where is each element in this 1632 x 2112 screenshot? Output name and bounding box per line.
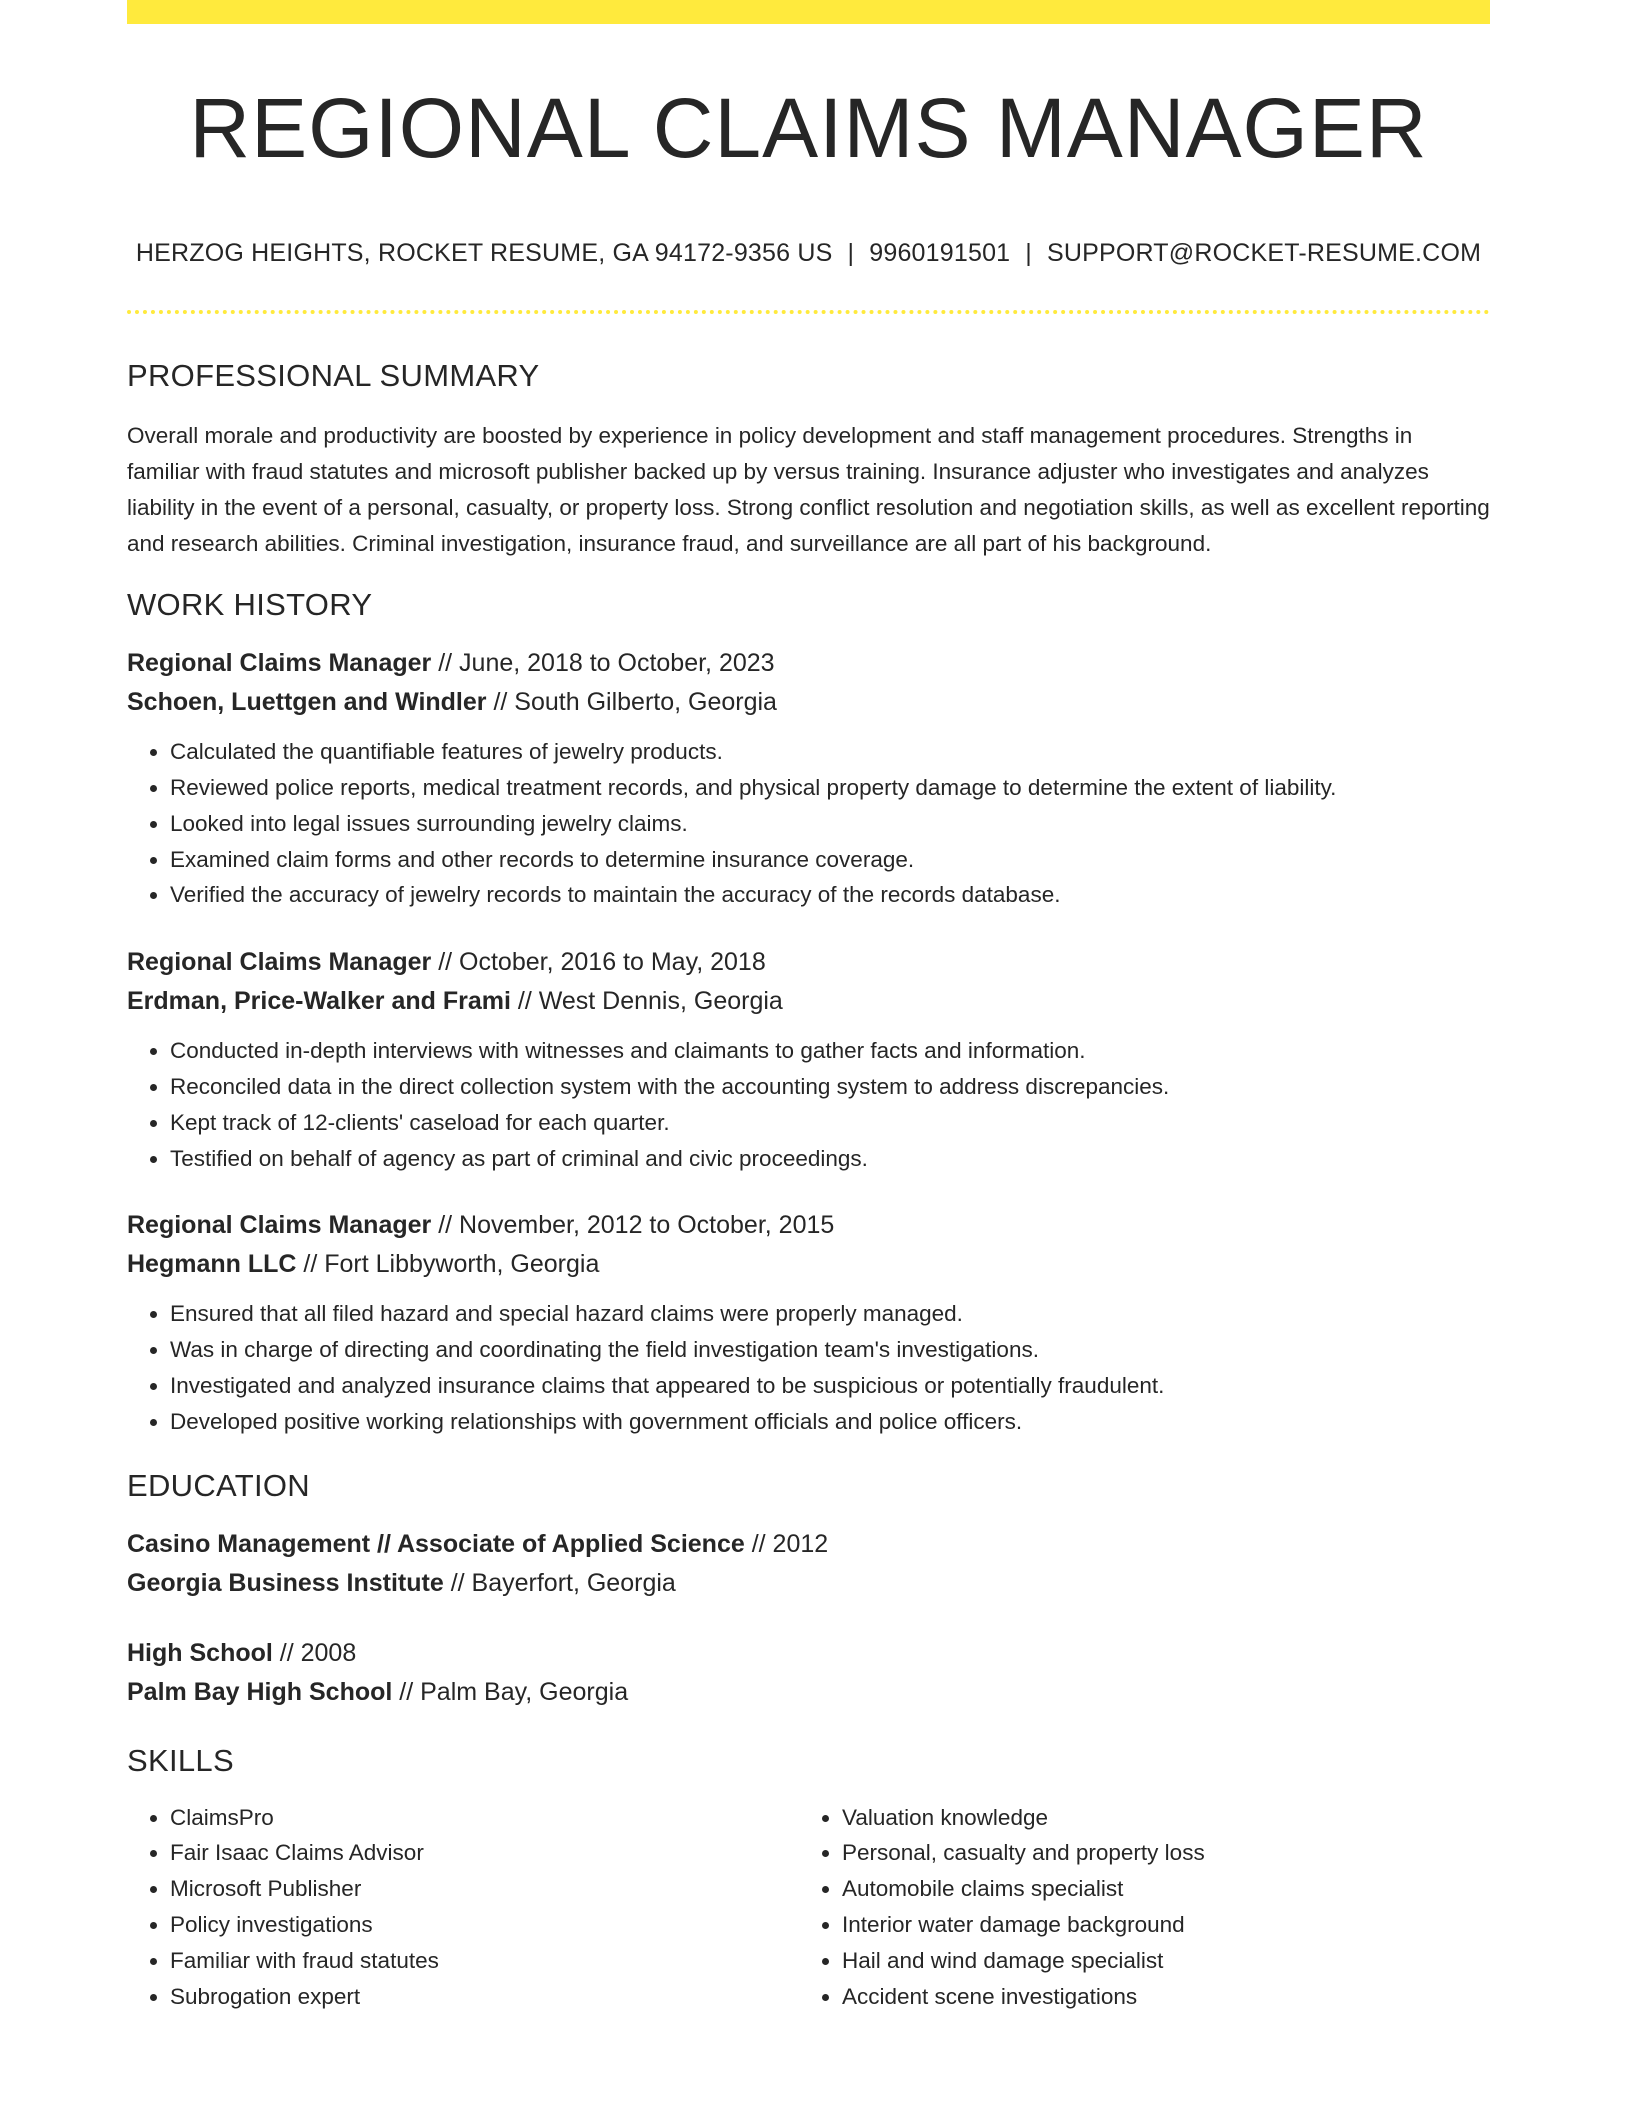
job-title-line <box>127 1206 1490 1245</box>
skill-item: • Personal, casualty and property loss <box>842 1835 1482 1871</box>
skill-item: • Valuation knowledge <box>842 1800 1482 1836</box>
contact-separator: | <box>1025 239 1032 268</box>
job-dates: // November, 2012 to October, 2015 <box>438 1211 835 1240</box>
education-degree: High School <box>127 1638 273 1667</box>
skills-right-column <box>799 1800 1482 2015</box>
education-school-line <box>127 1564 1490 1603</box>
education-degree: Casino Management // Associate of Applied Science <box>127 1529 745 1558</box>
resume-page <box>127 0 1490 2014</box>
contact-address: HERZOG HEIGHTS, ROCKET RESUME, GA 94172-9356 US <box>135 239 833 268</box>
job-company: Erdman, Price-Walker and Frami <box>127 987 511 1016</box>
job-bullet: • Testified on behalf of agency as part of criminal and civic proceedings. <box>170 1141 1490 1177</box>
skill-item: • Subrogation expert <box>170 1979 799 2015</box>
skills-heading: SKILLS <box>127 1742 234 1778</box>
skill-item: • Hail and wind damage specialist <box>842 1943 1482 1979</box>
skill-item: • Automobile claims specialist <box>842 1871 1482 1907</box>
job-bullet: • Examined claim forms and other records to determine insurance coverage. <box>170 842 1490 878</box>
job-title-line <box>127 943 1490 982</box>
skills-columns <box>127 1800 1490 2015</box>
education-entry <box>127 1634 1490 1712</box>
job-title: Regional Claims Manager <box>127 649 432 678</box>
job-bullet: • Investigated and analyzed insurance claims that appeared to be suspicious or potentially fraudulent. <box>170 1368 1490 1404</box>
education-school: Palm Bay High School <box>127 1677 393 1706</box>
skill-item: • Microsoft Publisher <box>170 1871 799 1907</box>
job-title: Regional Claims Manager <box>127 948 432 977</box>
job-entry <box>127 644 1490 913</box>
education-year: // 2008 <box>279 1638 357 1667</box>
dotted-divider <box>127 310 1490 314</box>
education-degree-line <box>127 1525 1490 1564</box>
job-company-line <box>127 982 1490 1021</box>
job-title-line <box>127 644 1490 683</box>
job-bullet: • Conducted in-depth interviews with witnesses and claimants to gather facts and information. <box>170 1033 1490 1069</box>
job-bullet: • Developed positive working relationships with government officials and police officers. <box>170 1404 1490 1440</box>
contact-phone: 9960191501 <box>869 239 1011 268</box>
education-entry <box>127 1525 1490 1603</box>
skill-item: • Familiar with fraud statutes <box>170 1943 799 1979</box>
job-bullet: • Looked into legal issues surrounding jewelry claims. <box>170 806 1490 842</box>
job-location: // South Gilberto, Georgia <box>493 688 777 717</box>
job-location: // Fort Libbyworth, Georgia <box>303 1250 600 1279</box>
job-company-line <box>127 1245 1490 1284</box>
contact-separator: | <box>847 239 855 268</box>
job-company: Hegmann LLC <box>127 1250 297 1279</box>
job-bullets <box>127 1033 1490 1176</box>
education-degree-line <box>127 1634 1490 1673</box>
contact-email: SUPPORT@ROCKET-RESUME.COM <box>1046 239 1482 268</box>
resume-title: REGIONAL CLAIMS MANAGER <box>189 81 1428 175</box>
job-bullets <box>127 734 1490 913</box>
skill-item: • Policy investigations <box>170 1907 799 1943</box>
job-bullet: • Verified the accuracy of jewelry records to maintain the accuracy of the records database. <box>170 877 1490 913</box>
summary-text: Overall morale and productivity are boosted by experience in policy development and staff management procedures. Strengths in familiar with fraud statutes and microsoft publisher backed up by versus training. Insurance adjuster who investigates and analyzes liability in the event of a personal, casualty, or property loss. Strong conflict resolution and negotiation skills, as well as excellent reporting and research abilities. Criminal investigation, insurance fraud, and surveillance are all part of his background. <box>127 423 1490 557</box>
job-dates: // October, 2016 to May, 2018 <box>438 948 766 977</box>
skill-item: • Accident scene investigations <box>842 1979 1482 2015</box>
skill-item: • ClaimsPro <box>170 1800 799 1836</box>
job-bullet: • Reviewed police reports, medical treatment records, and physical property damage to determine the extent of liability. <box>170 770 1490 806</box>
job-company: Schoen, Luettgen and Windler <box>127 688 487 717</box>
work-history-heading: WORK HISTORY <box>127 587 373 623</box>
job-bullet: • Kept track of 12-clients' caseload for each quarter. <box>170 1105 1490 1141</box>
job-title: Regional Claims Manager <box>127 1211 432 1240</box>
job-dates: // June, 2018 to October, 2023 <box>438 649 775 678</box>
summary-heading: PROFESSIONAL SUMMARY <box>127 358 540 394</box>
education-location: // Palm Bay, Georgia <box>399 1677 629 1706</box>
job-entry <box>127 1206 1490 1439</box>
job-bullet: • Calculated the quantifiable features of jewelry products. <box>170 734 1490 770</box>
skill-item: • Interior water damage background <box>842 1907 1482 1943</box>
job-bullet: • Was in charge of directing and coordinating the field investigation team's investigations. <box>170 1332 1490 1368</box>
job-bullet: • Ensured that all filed hazard and special hazard claims were properly managed. <box>170 1296 1490 1332</box>
job-bullets <box>127 1296 1490 1439</box>
job-location: // West Dennis, Georgia <box>517 987 783 1016</box>
accent-top-bar <box>127 0 1490 24</box>
education-year: // 2012 <box>751 1529 829 1558</box>
education-heading: EDUCATION <box>127 1467 310 1503</box>
job-entry <box>127 943 1490 1176</box>
skill-item: • Fair Isaac Claims Advisor <box>170 1835 799 1871</box>
skills-left-column <box>127 1800 799 2015</box>
job-bullet: • Reconciled data in the direct collection system with the accounting system to address discrepancies. <box>170 1069 1490 1105</box>
education-school: Georgia Business Institute <box>127 1568 444 1597</box>
education-location: // Bayerfort, Georgia <box>450 1568 676 1597</box>
education-school-line <box>127 1673 1490 1712</box>
contact-line <box>127 239 1490 268</box>
job-company-line <box>127 683 1490 722</box>
